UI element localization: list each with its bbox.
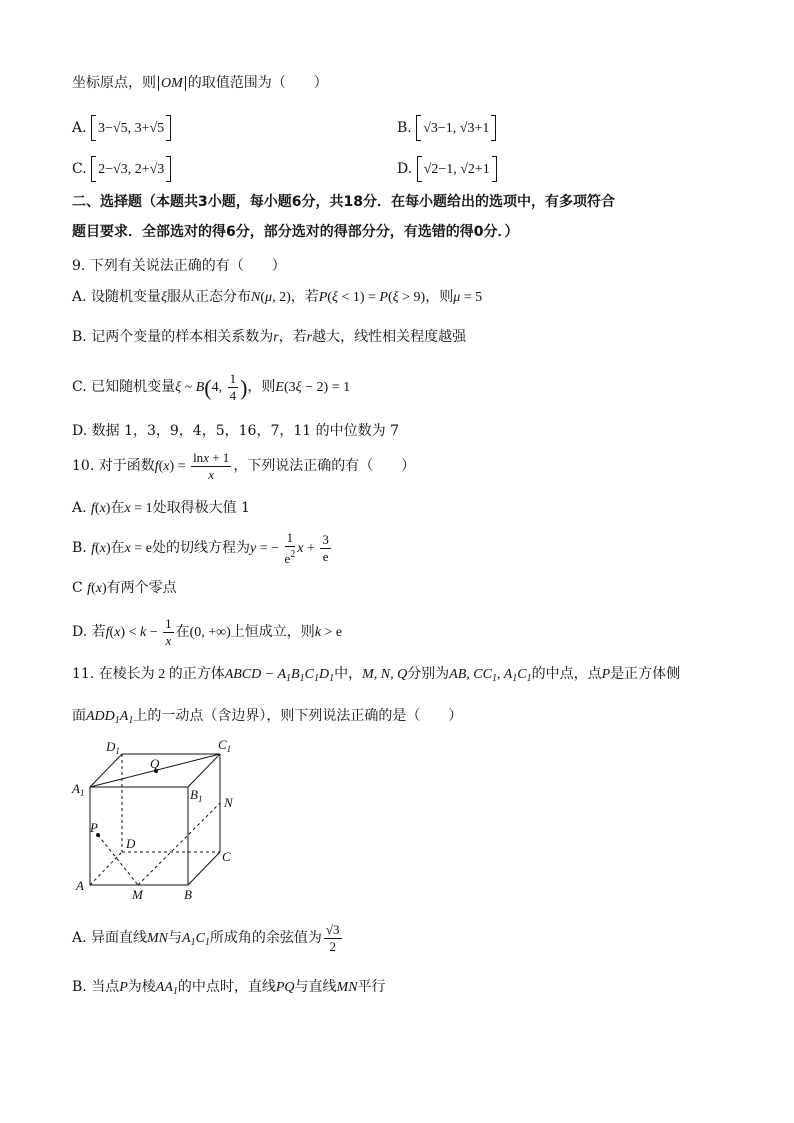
inequality-expr: f(x) < k − $\frac{1}{x}$ <box>105 616 172 649</box>
label-b: B <box>184 887 192 902</box>
q8-text-a: 坐标原点，则 <box>72 75 156 91</box>
stem-text: 11. 在棱长为 <box>72 666 155 682</box>
option-text: ，则 <box>425 289 454 305</box>
q11-stem-line1 <box>72 664 680 689</box>
x-equals-1: x = 1 <box>124 501 153 516</box>
cosine-value: $\frac{√3}{2}$ <box>325 922 340 955</box>
cube-figure <box>70 735 250 905</box>
edge-ad <box>90 852 122 885</box>
option-letter: C <box>72 580 83 596</box>
mn-expr: MN <box>147 931 169 946</box>
left-bracket <box>416 115 421 141</box>
k-result: k > e <box>314 625 343 640</box>
left-bracket <box>91 156 96 182</box>
stem-text: 的中点，点 <box>531 666 602 682</box>
option-letter: A. <box>72 289 87 305</box>
option-text: ，则 <box>247 379 276 395</box>
option-letter: C. <box>72 379 87 395</box>
normal-dist-params: (μ, 2) <box>260 290 291 305</box>
option-letter: B. <box>72 540 87 556</box>
pq-expr: PQ <box>275 980 295 995</box>
label-c1: $C_1$ <box>218 737 232 754</box>
option-letter: D. <box>397 161 413 177</box>
option-text: 异面直线 <box>91 930 148 946</box>
option-text: 已知随机变量 <box>91 379 176 395</box>
fx-expr: f(x) <box>91 501 111 516</box>
option-letter: D. <box>72 624 88 640</box>
om-expression: OM <box>158 76 186 91</box>
option-text: ，若 <box>290 289 319 305</box>
label-n: N <box>224 795 233 810</box>
edge-bc <box>188 852 220 885</box>
option-text: 处的切线方程为 <box>151 540 250 556</box>
face-name: $ADD_1A_1$ <box>86 709 134 726</box>
q9-option-b <box>72 327 466 348</box>
option-text: 记两个变量的样本相关系数为 <box>91 329 274 345</box>
prob-equation: P(ξ < 1) = P(ξ > 9) <box>318 290 426 305</box>
label-d: D <box>126 836 136 851</box>
q11-option-b <box>72 977 386 1002</box>
tangent-line-expr: y = − $\frac{1}{e^2}$ x + $\frac{3}{e}$ <box>249 530 329 567</box>
binomial-expr: ξ ~ B(4, $\frac{1}{4}$ ) <box>175 371 248 404</box>
mu-result: μ = 5 <box>453 290 483 305</box>
q8-option-d <box>397 156 497 182</box>
aa1-expr: $AA_1$ <box>155 980 178 997</box>
option-text: 上恒成立，则 <box>230 624 315 640</box>
option-text: 若 <box>91 624 106 640</box>
stem-text: ，下列说法正确的有（ ） <box>233 458 416 474</box>
option-text: 在 <box>110 540 125 556</box>
q9-option-d <box>72 421 399 441</box>
option-text: 所成角的余弦值为 <box>209 930 322 946</box>
q11-option-a <box>72 918 344 963</box>
edge-a1d1 <box>90 754 122 787</box>
option-text: 有两个零点 <box>106 580 177 596</box>
expectation-expr: E(3ξ − 2) = 1 <box>275 380 351 395</box>
right-bracket <box>166 156 171 182</box>
option-text: 处取得极大值 1 <box>152 500 250 516</box>
option-text: ，若 <box>278 329 307 345</box>
label-p: P <box>90 820 98 835</box>
option-text: 与直线 <box>294 979 337 995</box>
q8-tail-line <box>72 73 328 94</box>
fx-expr: f(x) <box>87 581 107 596</box>
option-text: 平行 <box>357 979 386 995</box>
segments: AB, $CC_1$, $A_1C_1$ <box>449 667 532 684</box>
label-a: A <box>76 878 84 893</box>
right-bracket <box>166 115 171 141</box>
q8-option-b <box>397 115 496 141</box>
interval-expr: (0, +∞) <box>189 625 231 640</box>
option-text: 数据 1，3，9，4，5，16，7，11 的中位数为 7 <box>91 423 399 439</box>
option-text: 设随机变量 <box>91 289 162 305</box>
label-c: C <box>222 849 231 864</box>
stem-text: 的正方体 <box>168 666 225 682</box>
stem-text: 面 <box>72 708 86 724</box>
option-text: 与 <box>168 930 183 946</box>
edge-b1c1 <box>188 754 220 787</box>
q9-option-a <box>72 287 482 308</box>
right-bracket <box>492 156 497 182</box>
point-p: P <box>601 667 611 682</box>
left-bracket <box>91 115 96 141</box>
stem-text: 中， <box>334 666 363 682</box>
q8-option-c <box>72 156 171 182</box>
edge-length: 2 <box>154 667 169 682</box>
q10-option-d <box>72 614 342 651</box>
q9-stem: 9. 下列有关说法正确的有（ ） <box>72 258 286 274</box>
label-q: Q <box>150 756 160 771</box>
cube-name: ABCD − $A_1B_1C_1D_1$ <box>224 667 335 684</box>
option-expr: √3−1, √3+1 <box>423 121 490 136</box>
option-letter: A. <box>72 120 87 136</box>
option-expr: √2−1, √2+1 <box>423 162 490 177</box>
option-letter: B. <box>397 120 412 136</box>
points-mnq: M, N, Q <box>362 667 408 682</box>
label-m: M <box>132 887 143 902</box>
option-text: 在 <box>110 500 125 516</box>
xi-symbol: ξ <box>161 290 168 305</box>
x-equals-e: x = e <box>124 541 152 556</box>
option-letter: C. <box>72 161 87 177</box>
option-text: 当点 <box>91 979 120 995</box>
q10-option-a <box>72 498 250 519</box>
q10-option-c <box>72 578 177 599</box>
label-a1: $A_1$ <box>72 781 85 798</box>
option-text: 在 <box>175 624 190 640</box>
r-symbol: r <box>273 330 279 345</box>
q8-option-a <box>72 115 171 141</box>
option-expr: 2−√3, 2+√3 <box>98 162 165 177</box>
line-mn <box>138 803 220 885</box>
q8-text-b: 的取值范围为（ ） <box>187 75 328 91</box>
q9-option-c <box>72 370 350 405</box>
q10-stem <box>72 448 415 485</box>
option-letter: D. <box>72 423 88 439</box>
r-symbol: r <box>306 330 313 345</box>
section2-title-line2: 题目要求．全部选对的得6分，部分选对的得部分分，有选错的得0分．） <box>72 224 519 240</box>
normal-dist-expr: N <box>251 290 261 305</box>
stem-text: 10. 对于函数 <box>72 458 155 474</box>
fx-expr: f(x) <box>91 541 111 556</box>
stem-text: 是正方体侧 <box>610 666 681 682</box>
q11-stem-line2 <box>72 706 462 731</box>
option-text: 的中点时，直线 <box>177 979 276 995</box>
point-p-inline: P <box>119 980 128 995</box>
mn-expr: MN <box>336 980 358 995</box>
left-bracket <box>417 156 422 182</box>
option-letter: B. <box>72 329 87 345</box>
label-b1: $B_1$ <box>190 787 203 804</box>
q10-option-b <box>72 530 333 567</box>
right-bracket <box>491 115 496 141</box>
option-expr: 3−√5, 3+√5 <box>98 121 165 136</box>
option-text: 服从正态分布 <box>167 289 252 305</box>
a1c1-expr: $A_1C_1$ <box>182 931 210 948</box>
function-def: f(x) = $\frac{\ln x + 1}{x}$ <box>154 450 230 483</box>
stem-text: 分别为 <box>407 666 450 682</box>
option-letter: A. <box>72 500 87 516</box>
option-letter: B. <box>72 979 87 995</box>
option-letter: A. <box>72 930 87 946</box>
section2-title-line1: 二、选择题（本题共3小题，每小题6分，共18分．在每小题给出的选项中，有多项符合 <box>72 194 615 210</box>
stem-text: 上的一动点（含边界），则下列说法正确的是（ ） <box>133 708 463 724</box>
option-text: 为棱 <box>127 979 156 995</box>
option-text: 越大，线性相关程度越强 <box>312 329 467 345</box>
label-d1: $D_1$ <box>106 739 120 756</box>
